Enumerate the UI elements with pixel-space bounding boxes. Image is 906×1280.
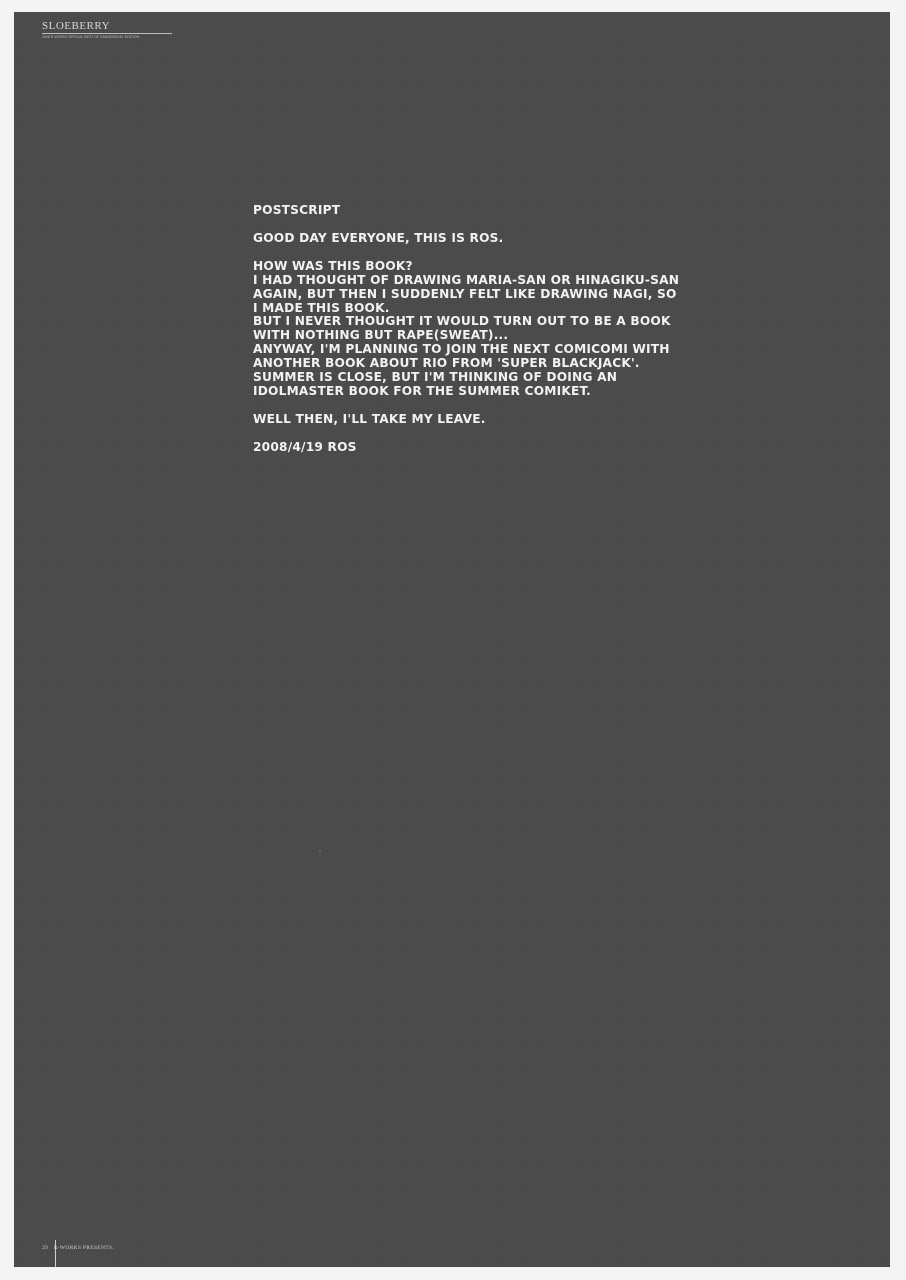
body-line: ANYWAY, I'M PLANNING TO JOIN THE NEXT COMICOMI WITH bbox=[253, 342, 670, 357]
page-number: 29 bbox=[42, 1245, 49, 1251]
page-footer bbox=[42, 1245, 114, 1251]
dark-page-panel bbox=[14, 12, 890, 1267]
body-line: AGAIN, BUT THEN I SUDDENLY FELT LIKE DRAWING NAGI, SO bbox=[253, 286, 677, 301]
book-title: SLOEBERRY bbox=[42, 20, 111, 32]
postscript-heading: POSTSCRIPT bbox=[253, 203, 341, 217]
body-line: I MADE THIS BOOK. bbox=[253, 300, 390, 315]
postscript-closing: WELL THEN, I'LL TAKE MY LEAVE. bbox=[253, 411, 486, 426]
header-rule bbox=[42, 33, 172, 34]
body-line: BUT I NEVER THOUGHT IT WOULD TURN OUT TO BE A BOOK bbox=[253, 314, 671, 329]
postscript-text bbox=[253, 204, 723, 455]
book-subtitle: 2008 R-WORKS SPECIAL BEST OF SANSENOHEL EDITION bbox=[42, 35, 140, 39]
body-line: I HAD THOUGHT OF DRAWING MARIA-SAN OR HINAGIKU-SAN bbox=[253, 272, 680, 287]
footer-credit: R-WORKS PRESENTS. bbox=[53, 1245, 114, 1251]
body-line: HOW WAS THIS BOOK? bbox=[253, 258, 413, 273]
body-line: IDOLMASTER BOOK FOR THE SUMMER COMIKET. bbox=[253, 383, 591, 398]
body-line: ANOTHER BOOK ABOUT RIO FROM 'SUPER BLACKJACK'. bbox=[253, 356, 640, 371]
print-speck bbox=[319, 850, 321, 852]
postscript-signature: 2008/4/19 ROS bbox=[253, 439, 357, 454]
body-line: SUMMER IS CLOSE, BUT I'M THINKING OF DOING AN bbox=[253, 370, 618, 385]
page-header bbox=[42, 20, 172, 40]
body-line: WITH NOTHING BUT RAPE(SWEAT)... bbox=[253, 328, 509, 343]
postscript-greeting: GOOD DAY EVERYONE, THIS IS ROS. bbox=[253, 230, 504, 245]
